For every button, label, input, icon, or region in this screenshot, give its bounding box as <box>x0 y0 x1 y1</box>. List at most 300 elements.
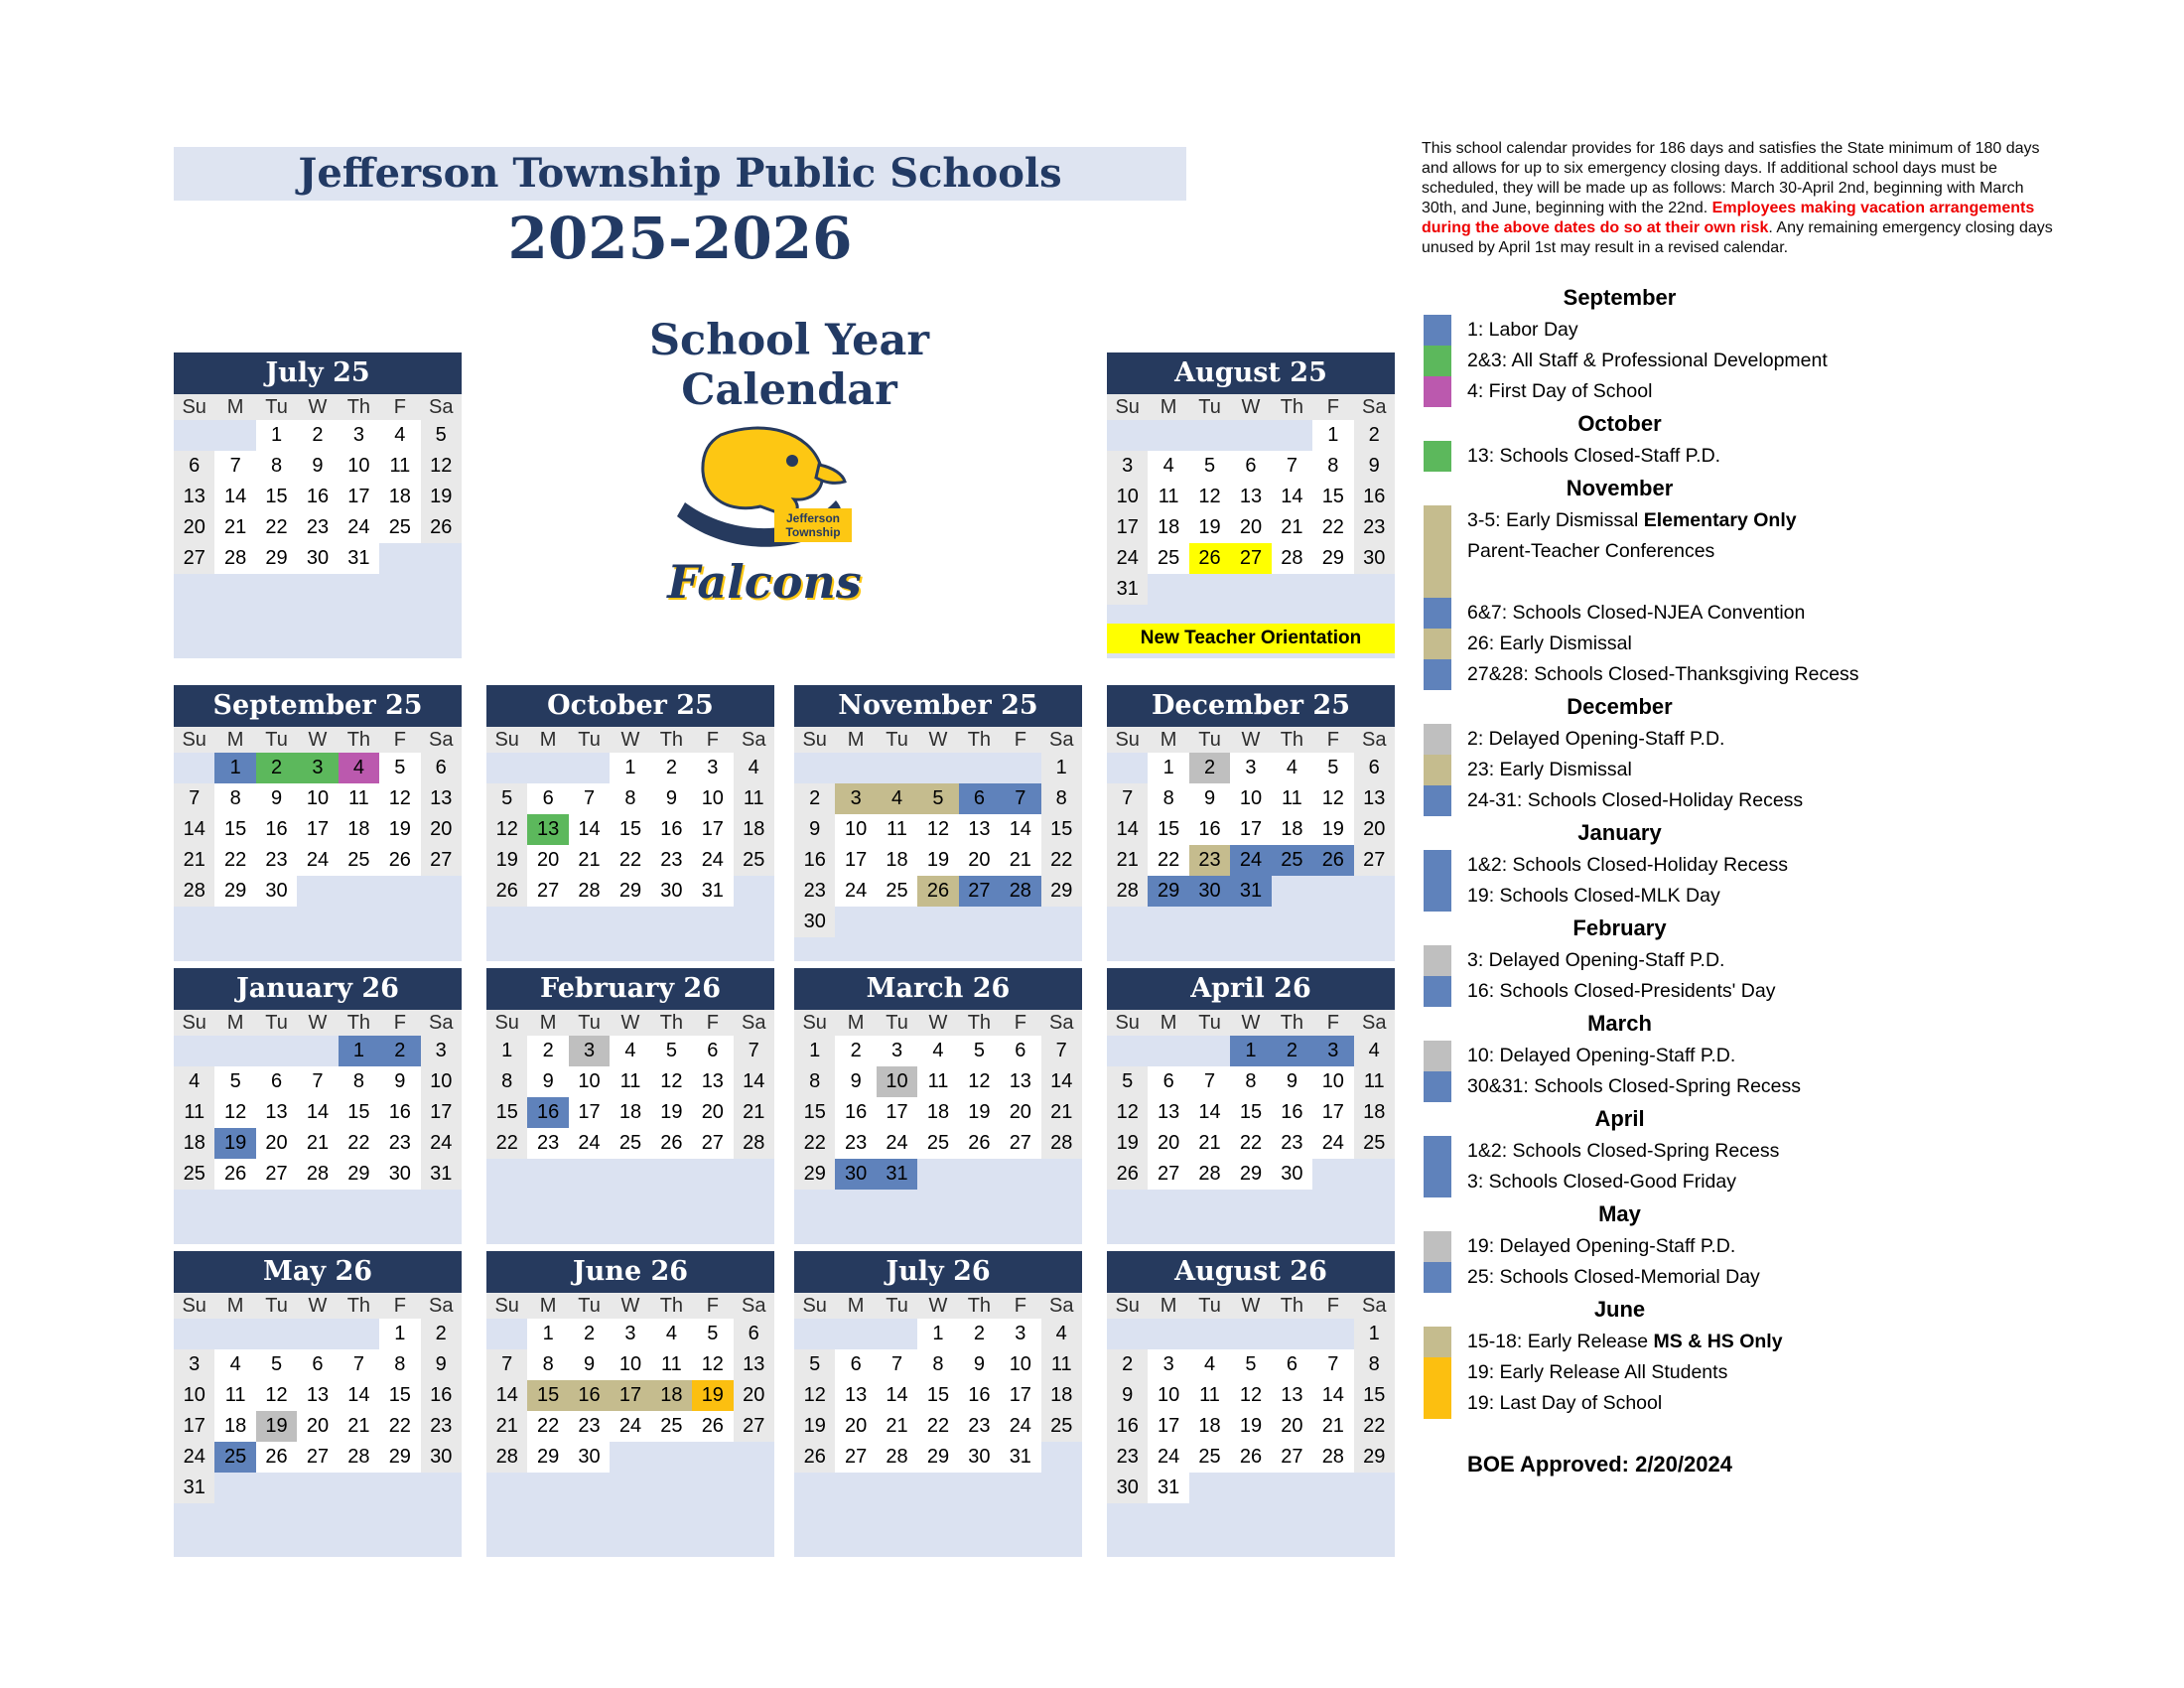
day-cell: 15 <box>1148 814 1188 845</box>
day-cell: 1 <box>486 1036 527 1066</box>
day-cell: 1 <box>527 1319 568 1349</box>
day-cell: 17 <box>877 1097 917 1128</box>
legend-entry-line: 27&28: Schools Closed-Thanksgiving Recess <box>1467 663 1859 685</box>
week-row <box>486 1380 774 1411</box>
day-cell: 16 <box>794 845 835 876</box>
day-header-cell: Tu <box>265 729 288 751</box>
day-cell: 9 <box>1354 451 1395 482</box>
week-row <box>174 1097 462 1128</box>
week-row <box>1107 1066 1395 1097</box>
day-header-cell: M <box>1160 396 1177 418</box>
legend-swatch-magenta <box>1424 376 1451 407</box>
day-cell: 18 <box>1148 512 1188 543</box>
day-header-cell: Th <box>346 1012 371 1034</box>
day-cell: 14 <box>1041 1066 1082 1097</box>
day-header-cell: F <box>1326 729 1339 751</box>
legend-entry-text <box>1467 755 2158 785</box>
empty-cell <box>1107 753 1148 783</box>
week-row <box>1107 876 1395 907</box>
empty-cell <box>486 753 527 783</box>
legend-swatch-amber <box>1424 1357 1451 1419</box>
legend-entry-line: 6&7: Schools Closed-NJEA Convention <box>1467 602 1806 624</box>
day-cell: 12 <box>1189 482 1230 512</box>
empty-cell <box>379 1473 420 1503</box>
legend-swatch-blue <box>1424 1071 1451 1102</box>
day-cell: 21 <box>734 1097 774 1128</box>
day-cell: 26 <box>794 1442 835 1473</box>
empty-cell <box>877 753 917 783</box>
day-header-cell: W <box>308 396 328 418</box>
day-cell: 24 <box>1107 543 1148 574</box>
day-cell: 19 <box>379 814 420 845</box>
week-row <box>794 876 1082 907</box>
legend-entry-text <box>1467 850 2158 912</box>
week-row <box>794 1380 1082 1411</box>
week-row <box>486 1411 774 1442</box>
day-cell: 23 <box>794 876 835 907</box>
week-row <box>174 845 462 876</box>
day-cell: 17 <box>297 814 338 845</box>
day-cell: 23 <box>1107 1442 1148 1473</box>
day-cell: 31 <box>174 1473 214 1503</box>
day-cell: 22 <box>1230 1128 1271 1159</box>
week-row <box>1107 512 1395 543</box>
day-header-cell: F <box>706 1012 719 1034</box>
legend-swatch-gray <box>1424 1231 1451 1262</box>
day-cell: 16 <box>959 1380 1000 1411</box>
legend-entry <box>1424 785 2158 816</box>
day-cell: 20 <box>1148 1128 1188 1159</box>
week-row <box>486 1128 774 1159</box>
day-cell: 26 <box>692 1411 733 1442</box>
day-cell: 24 <box>421 1128 462 1159</box>
legend-entry <box>1424 724 2158 755</box>
week-row <box>174 1411 462 1442</box>
day-cell: 19 <box>421 482 462 512</box>
day-cell: 27 <box>1000 1128 1040 1159</box>
day-cell: 14 <box>486 1380 527 1411</box>
week-row <box>1107 845 1395 876</box>
legend-swatch-tan <box>1424 629 1451 659</box>
month-april-26 <box>1107 968 1395 1244</box>
day-cell: 6 <box>734 1319 774 1349</box>
month-november-25 <box>794 685 1082 961</box>
day-header-cell: W <box>308 729 328 751</box>
month-header: April 26 <box>1107 968 1395 1010</box>
day-cell: 5 <box>379 753 420 783</box>
day-cell: 25 <box>174 1159 214 1190</box>
legend-entry-line: 2&3: All Staff & Professional Development <box>1467 350 1828 371</box>
day-header-cell: Su <box>1115 729 1140 751</box>
month-august-26 <box>1107 1251 1395 1557</box>
day-cell: 2 <box>421 1319 462 1349</box>
month-header: December 25 <box>1107 685 1395 727</box>
empty-cell <box>527 753 568 783</box>
day-header-cell: M <box>847 1012 865 1034</box>
day-cell: 7 <box>1041 1036 1082 1066</box>
legend-entry-line: 19: Schools Closed-MLK Day <box>1467 885 1720 907</box>
day-cell: 3 <box>1000 1319 1040 1349</box>
week-row <box>1107 1319 1395 1349</box>
day-cell: 4 <box>610 1036 650 1066</box>
legend-swatch-gray <box>1424 724 1451 755</box>
day-cell: 18 <box>610 1097 650 1128</box>
empty-cell <box>1272 1319 1312 1349</box>
legend-entry-line: Parent-Teacher Conferences <box>1467 540 1715 562</box>
day-cell: 4 <box>651 1319 692 1349</box>
day-cell: 13 <box>1272 1380 1312 1411</box>
day-cell: 3 <box>297 753 338 783</box>
day-cell: 10 <box>1000 1349 1040 1380</box>
week-row <box>174 482 462 512</box>
legend-entry <box>1424 1262 2158 1293</box>
legend-entry-line: 3-5: Early Dismissal Elementary Only <box>1467 509 1797 531</box>
day-header-cell: F <box>393 1295 406 1317</box>
day-cell: 8 <box>1148 783 1188 814</box>
day-cell: 6 <box>256 1066 297 1097</box>
empty-cell <box>379 543 420 574</box>
empty-cell <box>1148 1036 1188 1066</box>
day-cell: 2 <box>1189 753 1230 783</box>
day-cell: 19 <box>1312 814 1353 845</box>
day-cell: 21 <box>174 845 214 876</box>
day-cell: 25 <box>917 1128 958 1159</box>
day-header-cell: Su <box>1115 1012 1140 1034</box>
falcon-icon <box>645 417 884 556</box>
legend-swatch-tan <box>1424 505 1451 598</box>
day-cell: 17 <box>1000 1380 1040 1411</box>
legend-entry-text <box>1467 315 2158 346</box>
day-cell: 21 <box>877 1411 917 1442</box>
day-cell: 27 <box>959 876 1000 907</box>
legend-entry-text <box>1467 1041 2158 1071</box>
day-header-cell: M <box>226 396 244 418</box>
week-row <box>1107 1159 1395 1190</box>
day-cell: 30 <box>835 1159 876 1190</box>
day-cell: 27 <box>527 876 568 907</box>
day-header-cell: Tu <box>1198 396 1221 418</box>
legend-entry-line: 3: Delayed Opening-Staff P.D. <box>1467 949 1725 971</box>
day-cell: 15 <box>917 1380 958 1411</box>
day-cell: 4 <box>1272 753 1312 783</box>
week-row <box>1107 451 1395 482</box>
day-cell: 24 <box>174 1442 214 1473</box>
legend-entry <box>1424 441 2158 472</box>
empty-cell <box>734 1442 774 1473</box>
legend-entry-text <box>1467 1071 2158 1102</box>
day-cell: 26 <box>1230 1442 1271 1473</box>
legend-entry <box>1424 755 2158 785</box>
day-cell: 13 <box>1000 1066 1040 1097</box>
day-cell: 31 <box>692 876 733 907</box>
month-header: October 25 <box>486 685 774 727</box>
day-header-cell: Tu <box>578 729 601 751</box>
legend-entry-text <box>1467 346 2158 376</box>
day-cell: 11 <box>339 783 379 814</box>
legend-entry-line: 10: Delayed Opening-Staff P.D. <box>1467 1045 1736 1066</box>
day-cell: 6 <box>835 1349 876 1380</box>
month-september-25 <box>174 685 462 961</box>
day-cell: 6 <box>1230 451 1271 482</box>
day-header-cell: Su <box>1115 396 1140 418</box>
day-cell: 5 <box>256 1349 297 1380</box>
legend-month-heading: April <box>1594 1106 1645 1131</box>
legend-entry <box>1424 315 2158 346</box>
day-cell: 29 <box>379 1442 420 1473</box>
day-cell: 6 <box>527 783 568 814</box>
legend-month-heading: September <box>1563 285 1677 310</box>
day-cell: 25 <box>1189 1442 1230 1473</box>
day-cell: 9 <box>1189 783 1230 814</box>
day-cell: 13 <box>527 814 568 845</box>
day-cell: 25 <box>610 1128 650 1159</box>
month-header: July 26 <box>794 1251 1082 1293</box>
day-header-cell: Sa <box>429 396 454 418</box>
empty-cell <box>610 1442 650 1473</box>
day-cell: 24 <box>1148 1442 1188 1473</box>
empty-cell <box>1272 876 1312 907</box>
day-cell: 20 <box>174 512 214 543</box>
day-cell: 4 <box>877 783 917 814</box>
day-cell: 13 <box>835 1380 876 1411</box>
day-header-cell: Th <box>659 1012 684 1034</box>
day-cell: 10 <box>297 783 338 814</box>
day-cell: 9 <box>256 783 297 814</box>
notice-warning: Employees making vacation arrangements during the above dates do so at their own risk <box>1422 200 2035 236</box>
day-header-cell: Sa <box>1362 1012 1387 1034</box>
legend-swatch-green <box>1424 441 1451 472</box>
month-may-26 <box>174 1251 462 1557</box>
day-cell: 24 <box>1312 1128 1353 1159</box>
day-cell: 26 <box>917 876 958 907</box>
day-cell: 12 <box>692 1349 733 1380</box>
day-cell: 9 <box>835 1066 876 1097</box>
day-cell: 12 <box>379 783 420 814</box>
month-march-26 <box>794 968 1082 1244</box>
day-header-cell: Tu <box>265 1295 288 1317</box>
legend-entry <box>1424 945 2158 976</box>
week-row <box>794 814 1082 845</box>
week-row <box>486 783 774 814</box>
empty-cell <box>421 1473 462 1503</box>
empty-cell <box>214 1319 255 1349</box>
day-cell: 6 <box>297 1349 338 1380</box>
day-cell: 26 <box>214 1159 255 1190</box>
day-cell: 28 <box>297 1159 338 1190</box>
empty-cell <box>1354 574 1395 605</box>
month-december-25 <box>1107 685 1395 961</box>
day-cell: 4 <box>917 1036 958 1066</box>
day-header-row <box>794 1010 1082 1036</box>
day-cell: 13 <box>1148 1097 1188 1128</box>
day-header-cell: F <box>393 1012 406 1034</box>
day-cell: 3 <box>1312 1036 1353 1066</box>
day-cell: 12 <box>1312 783 1353 814</box>
day-cell: 21 <box>486 1411 527 1442</box>
day-cell: 29 <box>1230 1159 1271 1190</box>
week-row <box>174 1036 462 1066</box>
day-cell: 19 <box>486 845 527 876</box>
legend-entry-text <box>1467 1357 2158 1419</box>
day-cell: 11 <box>1354 1066 1395 1097</box>
day-cell: 13 <box>421 783 462 814</box>
day-cell: 26 <box>486 876 527 907</box>
week-row <box>1107 1097 1395 1128</box>
day-cell: 10 <box>1312 1066 1353 1097</box>
empty-cell <box>1189 1473 1230 1503</box>
day-cell: 30 <box>379 1159 420 1190</box>
day-cell: 7 <box>339 1349 379 1380</box>
day-cell: 30 <box>1107 1473 1148 1503</box>
day-cell: 9 <box>651 783 692 814</box>
day-cell: 17 <box>1230 814 1271 845</box>
day-cell: 14 <box>339 1380 379 1411</box>
empty-cell <box>1230 420 1271 451</box>
week-row <box>794 1036 1082 1066</box>
calendar-subtitle: School Year Calendar <box>649 316 929 415</box>
day-cell: 18 <box>379 482 420 512</box>
day-cell: 19 <box>1189 512 1230 543</box>
legend <box>1424 281 2158 1419</box>
day-cell: 23 <box>959 1411 1000 1442</box>
day-header-row <box>1107 1010 1395 1036</box>
day-cell: 23 <box>569 1411 610 1442</box>
day-cell: 12 <box>651 1066 692 1097</box>
week-row <box>1107 753 1395 783</box>
empty-cell <box>1312 876 1353 907</box>
day-cell: 5 <box>1230 1349 1271 1380</box>
week-row <box>486 845 774 876</box>
month-header: August 25 <box>1107 352 1395 394</box>
week-row <box>1107 1128 1395 1159</box>
week-row <box>174 512 462 543</box>
day-cell: 2 <box>297 420 338 451</box>
legend-entry-text <box>1467 1262 2158 1293</box>
day-cell: 6 <box>692 1036 733 1066</box>
day-cell: 16 <box>297 482 338 512</box>
day-cell: 12 <box>959 1066 1000 1097</box>
day-header-cell: Th <box>659 729 684 751</box>
day-cell: 12 <box>256 1380 297 1411</box>
day-cell: 30 <box>651 876 692 907</box>
title-band <box>174 147 1186 201</box>
day-header-cell: F <box>1014 1012 1026 1034</box>
day-cell: 15 <box>610 814 650 845</box>
legend-entry-text <box>1467 945 2158 976</box>
day-cell: 12 <box>1230 1380 1271 1411</box>
day-cell: 6 <box>1000 1036 1040 1066</box>
day-cell: 20 <box>1230 512 1271 543</box>
day-header-cell: F <box>1326 396 1339 418</box>
week-row <box>1107 482 1395 512</box>
day-cell: 21 <box>569 845 610 876</box>
week-row <box>1107 543 1395 574</box>
month-header: February 26 <box>486 968 774 1010</box>
day-cell: 3 <box>569 1036 610 1066</box>
day-header-cell: M <box>1160 1295 1177 1317</box>
month-october-25 <box>486 685 774 961</box>
day-cell: 11 <box>610 1066 650 1097</box>
day-cell: 23 <box>297 512 338 543</box>
month-january-26 <box>174 968 462 1244</box>
empty-cell <box>339 1473 379 1503</box>
day-cell: 15 <box>379 1380 420 1411</box>
day-cell: 26 <box>256 1442 297 1473</box>
day-header-cell: Sa <box>742 1012 766 1034</box>
empty-cell <box>174 420 214 451</box>
legend-entry-line: 26: Early Dismissal <box>1467 633 1632 654</box>
day-cell: 13 <box>297 1380 338 1411</box>
day-cell: 9 <box>1272 1066 1312 1097</box>
week-row <box>1107 420 1395 451</box>
day-header-cell: Tu <box>1198 1295 1221 1317</box>
day-cell: 14 <box>1189 1097 1230 1128</box>
day-cell: 12 <box>794 1380 835 1411</box>
empty-cell <box>1354 1159 1395 1190</box>
legend-swatch-blue <box>1424 598 1451 629</box>
empty-cell <box>297 1319 338 1349</box>
day-header-cell: Tu <box>1198 729 1221 751</box>
day-cell: 3 <box>339 420 379 451</box>
empty-cell <box>1041 1159 1082 1190</box>
empty-cell <box>256 1319 297 1349</box>
day-cell: 7 <box>1189 1066 1230 1097</box>
week-row <box>1107 1349 1395 1380</box>
day-cell: 7 <box>1000 783 1040 814</box>
day-cell: 3 <box>610 1319 650 1349</box>
day-header-cell: Sa <box>742 1295 766 1317</box>
empty-cell <box>917 907 958 937</box>
week-row <box>1107 1411 1395 1442</box>
empty-cell <box>1354 1473 1395 1503</box>
day-cell: 3 <box>877 1036 917 1066</box>
legend-entry-line: 19: Delayed Opening-Staff P.D. <box>1467 1235 1736 1257</box>
legend-swatch-gray <box>1424 1041 1451 1071</box>
empty-cell <box>1312 574 1353 605</box>
falcons-logo <box>615 417 913 609</box>
week-row <box>174 753 462 783</box>
day-cell: 30 <box>256 876 297 907</box>
day-cell: 20 <box>959 845 1000 876</box>
day-cell: 1 <box>214 753 255 783</box>
day-cell: 24 <box>569 1128 610 1159</box>
week-row <box>794 1159 1082 1190</box>
day-cell: 11 <box>379 451 420 482</box>
day-header-cell: Tu <box>578 1012 601 1034</box>
day-cell: 23 <box>256 845 297 876</box>
legend-entry-text <box>1467 1327 2158 1357</box>
day-cell: 5 <box>917 783 958 814</box>
day-cell: 14 <box>569 814 610 845</box>
day-cell: 13 <box>959 814 1000 845</box>
day-header-row <box>174 1010 462 1036</box>
day-cell: 23 <box>1354 512 1395 543</box>
day-header-cell: W <box>1241 729 1261 751</box>
day-header-cell: M <box>539 729 557 751</box>
day-cell: 14 <box>297 1097 338 1128</box>
day-cell: 27 <box>835 1442 876 1473</box>
day-header-row <box>486 727 774 753</box>
day-cell: 10 <box>421 1066 462 1097</box>
empty-cell <box>917 1159 958 1190</box>
day-header-cell: Th <box>1280 1295 1304 1317</box>
day-cell: 13 <box>1354 783 1395 814</box>
day-cell: 11 <box>734 783 774 814</box>
school-year: 2025-2026 <box>507 205 853 272</box>
day-cell: 28 <box>877 1442 917 1473</box>
day-cell: 27 <box>692 1128 733 1159</box>
day-header-cell: W <box>620 1012 640 1034</box>
